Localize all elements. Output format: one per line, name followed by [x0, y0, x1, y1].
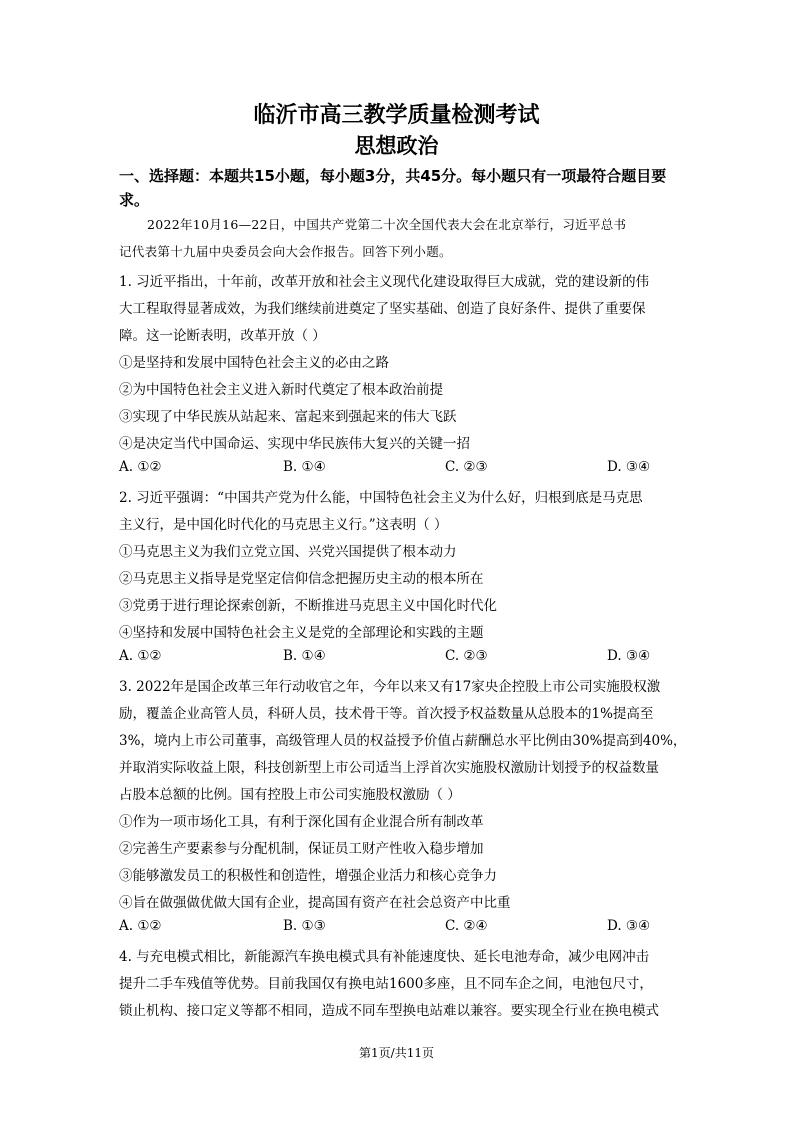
q3-item: ②完善生产要素参与分配机制，保证员工财产性收入稳步增加	[119, 841, 484, 857]
intro-line: 2022年10月16—22日，中国共产党第二十次全国代表大会在北京举行，习近平总书	[147, 217, 627, 232]
q1-option-d: D. ③④	[607, 459, 651, 475]
q3-option-b: B. ①③	[283, 918, 326, 934]
q4-stem-line: 4. 与充电模式相比，新能源汽车换电模式具有补能速度快、延长电池寿命，减少电网冲击	[119, 949, 650, 965]
page-number: 第1页/共11页	[359, 1046, 434, 1060]
q2-option-c: C. ②③	[445, 648, 488, 664]
q1-stem-line: 1. 习近平指出，十年前，改革开放和社会主义现代化建设取得巨大成就，党的建设新的伟	[119, 274, 650, 290]
q3-stem-line: 励，覆盖企业高管人员，科研人员，技术骨干等。首次授予权益数量从总股本的1%提高至	[119, 706, 654, 722]
intro-line: 记代表第十九届中央委员会向大会作报告。回答下列小题。	[119, 244, 452, 259]
q2-item: ①马克思主义为我们立党立国、兴党兴国提供了根本动力	[119, 544, 457, 560]
q3-item: ④旨在做强做优做大国有企业，提高国有资产在社会总资产中比重	[119, 895, 511, 911]
q1-item: ④是决定当代中国命运、实现中华民族伟大复兴的关键一招	[119, 436, 470, 452]
q2-option-b: B. ①④	[283, 648, 326, 664]
q3-stem-line: 并取消实际收益上限，科技创新型上市公司适当上浮首次实施股权激励计划授予的权益数量	[119, 760, 659, 776]
q2-item: ②马克思主义指导是党坚定信仰信念把握历史主动的根本所在	[119, 571, 484, 587]
q1-item: ①是坚持和发展中国特色社会主义的必由之路	[119, 355, 389, 371]
q1-item: ②为中国特色社会主义进入新时代奠定了根本政治前提	[119, 382, 443, 398]
q1-option-b: B. ①④	[283, 459, 326, 475]
q2-stem-line: 主义行，是中国化时代化的马克思主义行。”这表明（ ）	[119, 517, 448, 533]
q2-option-a: A. ①②	[119, 648, 162, 664]
q3-stem-line: 3. 2022年是国企改革三年行动收官之年，今年以来又有17家央企控股上市公司实施股权激	[119, 679, 661, 695]
q4-stem-line: 锁止机构、接口定义等都不相同，造成不同车型换电站难以兼容。要实现全行业在换电模式	[119, 1003, 659, 1019]
q3-option-a: A. ①②	[119, 918, 162, 934]
exam-title: 临沂市高三教学质量检测考试	[253, 103, 540, 128]
q2-option-d: D. ③④	[607, 648, 651, 664]
q2-item: ③党勇于进行理论探索创新，不断推进马克思主义中国化时代化	[119, 598, 497, 614]
section-heading: 一、选择题：本题共15小题，每小题3分，共45分。每小题只有一项最符合题目要求。	[119, 167, 667, 209]
q2-stem-line: 2. 习近平强调：“中国共产党为什么能，中国特色社会主义为什么好，归根到底是马克思	[119, 490, 643, 506]
q2-item: ④坚持和发展中国特色社会主义是党的全部理论和实践的主题	[119, 625, 484, 641]
q3-stem-line: 3%，境内上市公司董事，高级管理人员的权益授予价值占薪酬总水平比例由30%提高到40%，	[119, 733, 687, 749]
q1-option-c: C. ②③	[445, 459, 488, 475]
q3-option-d: D. ③④	[607, 918, 651, 934]
q1-stem-line: 障。这一论断表明，改革开放（ ）	[119, 328, 326, 344]
exam-subject: 思想政治	[354, 134, 439, 158]
q3-stem-line: 占股本总额的比例。国有控股上市公司实施股权激励（ ）	[119, 787, 461, 803]
q1-item: ③实现了中华民族从站起来、富起来到强起来的伟大飞跃	[119, 409, 457, 425]
q3-option-c: C. ②④	[445, 918, 488, 934]
q3-item: ①作为一项市场化工具，有利于深化国有企业混合所有制改革	[119, 814, 484, 830]
q3-item: ③能够激发员工的积极性和创造性，增强企业活力和核心竞争力	[119, 868, 497, 884]
q1-stem-line: 大工程取得显著成效，为我们继续前进奠定了坚实基础、创造了良好条件、提供了重要保	[119, 301, 646, 317]
q1-option-a: A. ①②	[119, 459, 162, 475]
q4-stem-line: 提升二手车残值等优势。目前我国仅有换电站1600多座，且不同车企之间，电池包尺寸，	[119, 976, 653, 992]
